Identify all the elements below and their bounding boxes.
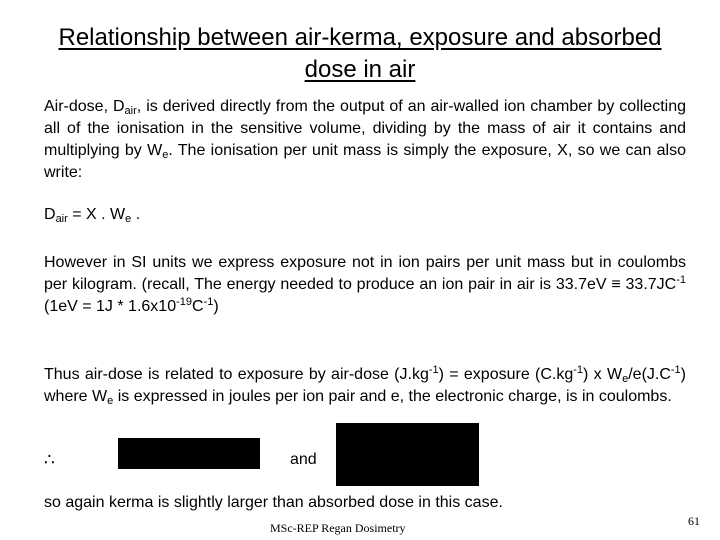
equation-image-1 [118, 438, 260, 469]
para3-sub-e-1: e [622, 373, 629, 385]
and-text: and [290, 451, 317, 468]
para3-text-6: is expressed in joules per ion pair and e, the electronic charge, is in coulombs. [113, 388, 672, 405]
eq1-sub-air: air [55, 213, 68, 225]
para1-sub-air: air [124, 105, 137, 117]
paragraph-air-dose [44, 96, 686, 184]
slide-title-text: Relationship between air-kerma, exposure and absorbed dose in air [58, 24, 662, 83]
para2-sup-1: -1 [676, 274, 686, 286]
para3-sup-3: -1 [670, 364, 681, 376]
paragraph-relation [44, 364, 686, 408]
equivalence-symbol: ≡ [611, 276, 621, 293]
para2-text-2: 33.7JC [620, 276, 677, 293]
eq1-text-2: = X . W [67, 206, 126, 223]
para3-sup-2: -1 [573, 364, 584, 376]
para2-text-5: ) [213, 298, 219, 315]
para1-text-2: , is derived directly from the output of an air-walled ion chamber by collecting all of the ionisation in the sensitive volume, dividing by the mass of air it contains and multiplying by W [44, 98, 686, 159]
eq1-sub-e: e [125, 213, 132, 225]
eq1-text-3: . [131, 206, 141, 223]
para1-text-3: . The ionisation per unit mass is simply the exposure, X, so we can also write: [44, 142, 686, 181]
para3-text-5: ) where W [44, 366, 686, 405]
para2-text-4: C [192, 298, 204, 315]
equation-air-dose [44, 204, 686, 226]
para2-sup-2: -19 [176, 296, 192, 308]
para2-sup-3: -1 [203, 296, 214, 308]
para3-text-1: Thus air-dose is related to exposure by air-dose (J.kg [44, 366, 429, 383]
equation-image-2 [336, 423, 479, 486]
eq1-text-1: D [44, 206, 56, 223]
para3-sub-e-2: e [107, 395, 114, 407]
slide-title [40, 22, 680, 86]
para2-text-3: (1eV = 1J * 1.6x10 [44, 298, 177, 315]
para3-text-3: ) x W [583, 366, 623, 383]
paragraph-conclusion: so again kerma is slightly larger than absorbed dose in this case. [44, 494, 503, 511]
para2-text-1: However in SI units we express exposure not in ion pairs per unit mass but in coulombs per kilogram. (recall, The energy needed to produce an ion pair in air is 33.7eV [44, 254, 686, 293]
para3-sup-1: -1 [428, 364, 439, 376]
para1-sub-e: e [162, 149, 169, 161]
therefore-symbol: ∴ [44, 450, 55, 470]
paragraph-si-units [44, 252, 686, 318]
page-number: 61 [688, 514, 700, 528]
para3-text-4: /e(J.C [628, 366, 671, 383]
footer-text: MSc-REP Regan Dosimetry [270, 521, 406, 535]
para3-text-2: ) = exposure (C.kg [438, 366, 574, 383]
para1-text-1: Air-dose, D [44, 98, 125, 115]
